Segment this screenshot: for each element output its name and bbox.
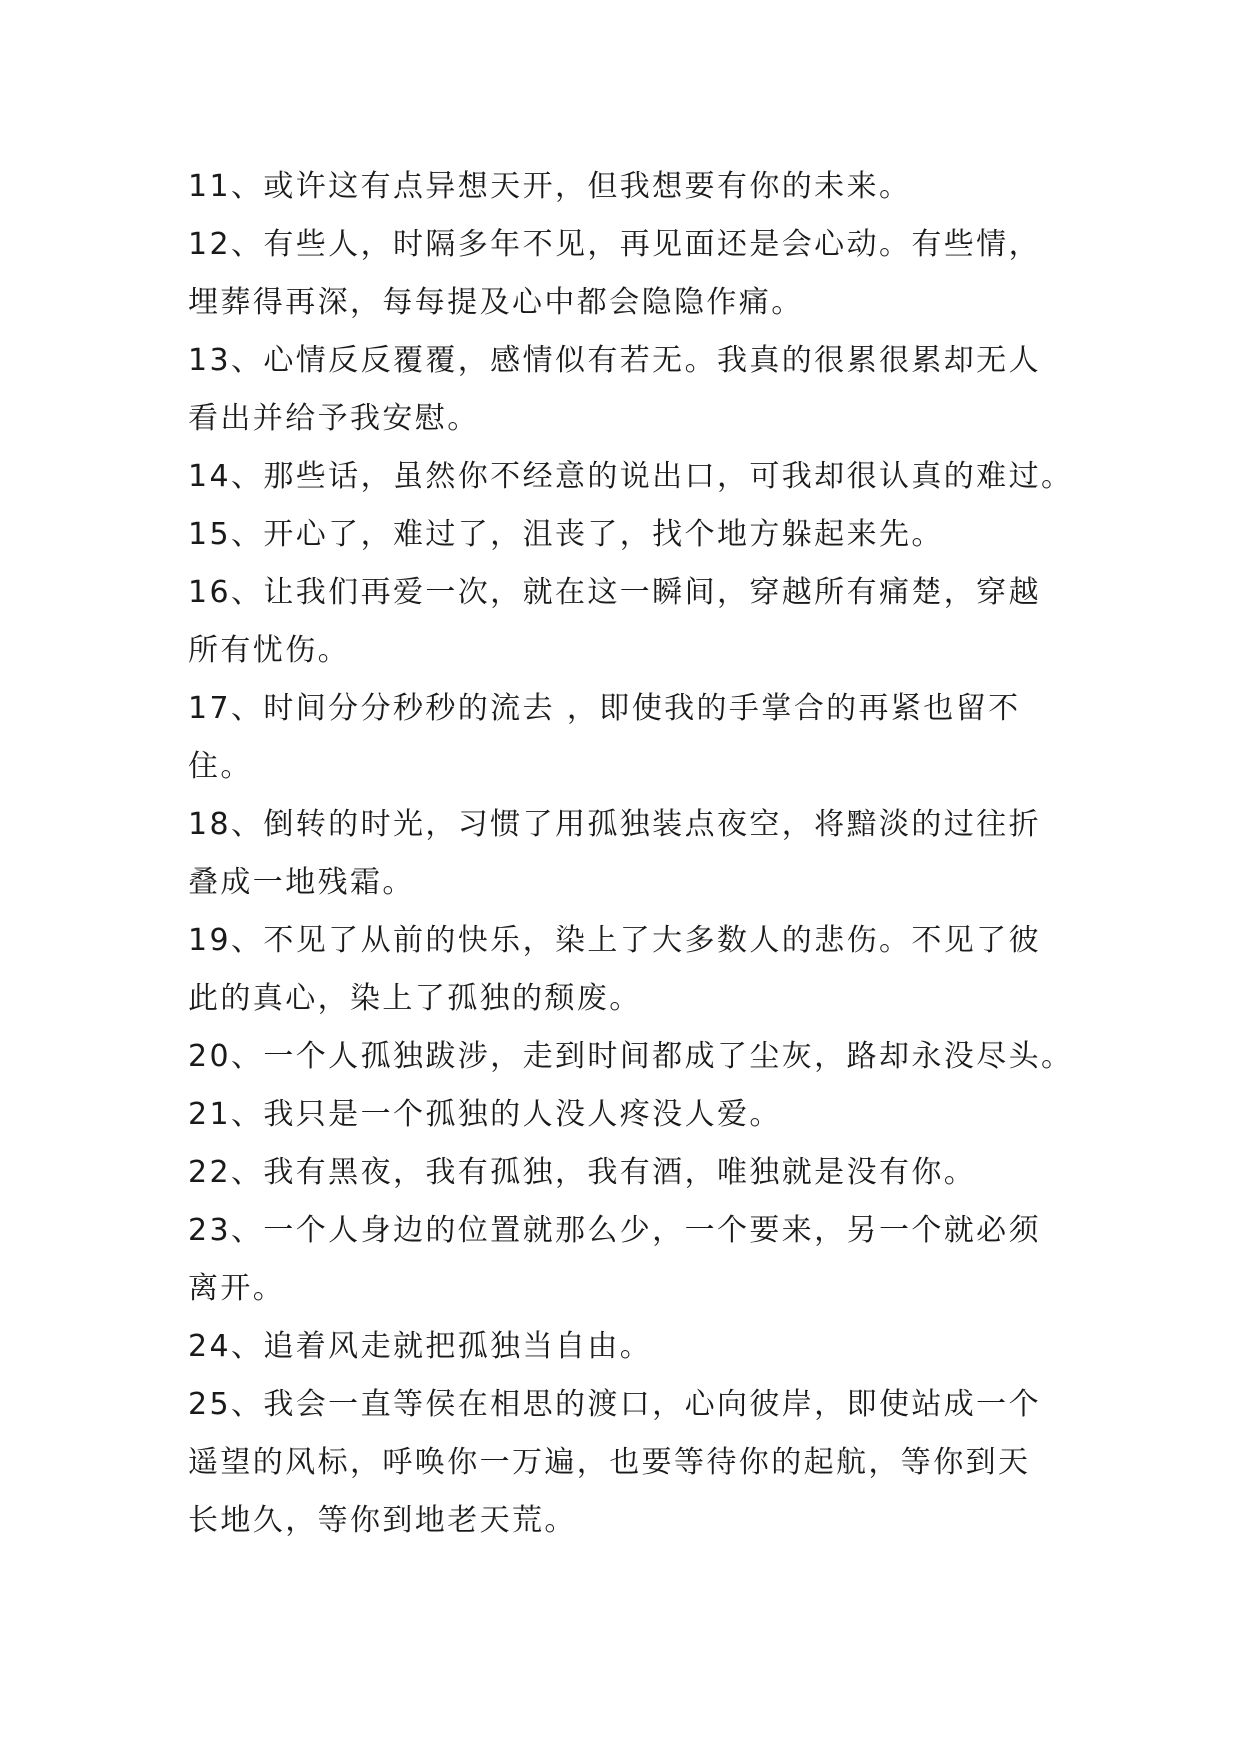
text-line: 23、一个人身边的位置就那么少，一个要来，另一个就必须 [188, 1213, 1041, 1248]
text-line: 20、一个人孤独跋涉，走到时间都成了尘灰，路却永没尽头。 [188, 1039, 1074, 1074]
text-line: 住。 [188, 749, 253, 784]
text-line: 19、不见了从前的快乐，染上了大多数人的悲伤。不见了彼 [188, 923, 1041, 958]
text-line: 叠成一地残霜。 [188, 865, 415, 900]
text-line: 13、心情反反覆覆，感情似有若无。我真的很累很累却无人 [188, 343, 1041, 378]
text-line: 15、开心了，难过了，沮丧了，找个地方躲起来先。 [188, 517, 944, 552]
document-body [188, 158, 1074, 1550]
text-line: 此的真心，染上了孤独的颓废。 [188, 981, 642, 1016]
text-line: 18、倒转的时光，习惯了用孤独装点夜空，将黯淡的过往折 [188, 807, 1041, 842]
text-line: 24、追着风走就把孤独当自由。 [188, 1329, 653, 1364]
text-line: 长地久，等你到地老天荒。 [188, 1503, 577, 1538]
text-line: 埋葬得再深，每每提及心中都会隐隐作痛。 [188, 285, 804, 320]
text-line: 14、那些话，虽然你不经意的说出口，可我却很认真的难过。 [188, 459, 1074, 494]
text-line: 11、或许这有点异想天开，但我想要有你的未来。 [188, 169, 912, 204]
text-line: 25、我会一直等侯在相思的渡口，心向彼岸，即使站成一个 [188, 1387, 1041, 1422]
text-line: 遥望的风标，呼唤你一万遍，也要等待你的起航，等你到天 [188, 1445, 1031, 1480]
text-line: 21、我只是一个孤独的人没人疼没人爱。 [188, 1097, 782, 1132]
text-line: 所有忧伤。 [188, 633, 350, 668]
text-line: 16、让我们再爱一次，就在这一瞬间，穿越所有痛楚，穿越 [188, 575, 1041, 610]
text-line: 17、时间分分秒秒的流去 ，即使我的手掌合的再紧也留不 [188, 691, 1021, 726]
text-line: 12、有些人，时隔多年不见，再见面还是会心动。有些情， [188, 227, 1041, 262]
text-line: 22、我有黑夜，我有孤独，我有酒，唯独就是没有你。 [188, 1155, 977, 1190]
text-line: 看出并给予我安慰。 [188, 401, 480, 436]
text-line: 离开。 [188, 1271, 286, 1306]
